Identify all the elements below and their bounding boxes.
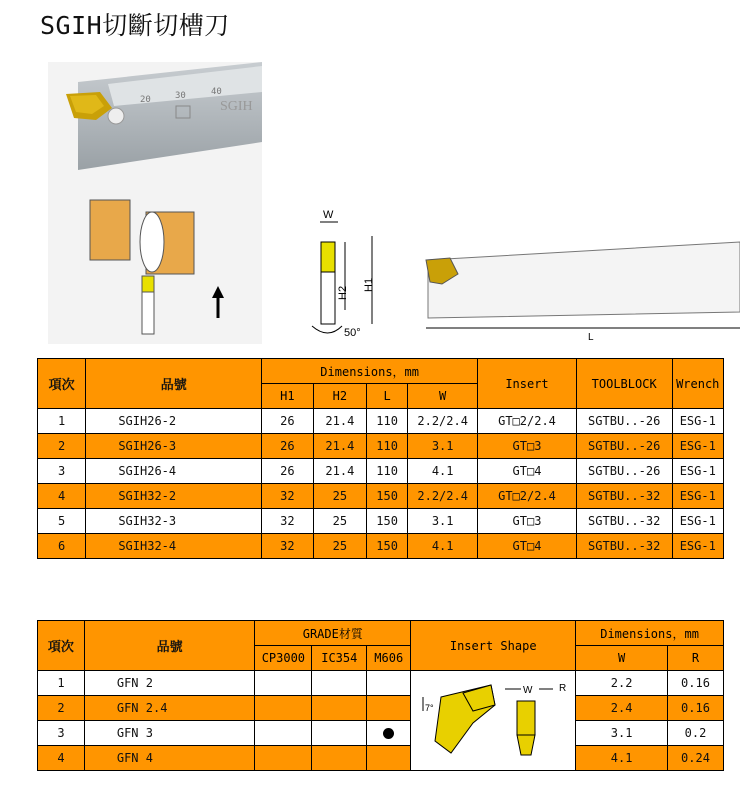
shape-label-r: R — [559, 683, 567, 694]
col-toolblock: TOOLBLOCK — [576, 359, 672, 409]
cell-w: 2.4 — [576, 696, 668, 721]
cell-m606 — [367, 671, 411, 696]
cell-w: 4.1 — [408, 459, 478, 484]
cell-h1: 26 — [262, 434, 313, 459]
cell-wrench: ESG-1 — [672, 484, 724, 509]
cell-item: 3 — [38, 459, 86, 484]
cell-h2: 21.4 — [313, 434, 366, 459]
cell-model: SGIH26-2 — [86, 409, 262, 434]
col-item: 項次 — [38, 621, 85, 671]
table-row — [38, 509, 724, 534]
cell-h1: 32 — [262, 484, 313, 509]
cell-wrench: ESG-1 — [672, 534, 724, 559]
cell-toolblock: SGTBU..-26 — [576, 434, 672, 459]
col-model: 品號 — [84, 621, 255, 671]
table-row — [38, 746, 724, 771]
col-ic354: IC354 — [312, 646, 367, 671]
cell-item: 2 — [38, 696, 85, 721]
cell-insert: GT□2/2.4 — [478, 409, 577, 434]
cell-item: 4 — [38, 746, 85, 771]
label-angle: 50° — [344, 327, 361, 339]
col-l: L — [367, 384, 408, 409]
product-photo-panel — [48, 62, 262, 344]
cell-item: 4 — [38, 484, 86, 509]
cell-model: SGIH26-4 — [86, 459, 262, 484]
col-wrench: Wrench — [672, 359, 724, 409]
cell-cp3000 — [255, 671, 312, 696]
cell-model: GFN 2.4 — [84, 696, 255, 721]
cell-wrench: ESG-1 — [672, 434, 724, 459]
cell-cp3000 — [255, 696, 312, 721]
table-row — [38, 721, 724, 746]
insert-shape-cell — [411, 671, 576, 771]
cell-wrench: ESG-1 — [672, 409, 724, 434]
label-l: L — [588, 332, 594, 343]
ruler-mark-30: 30 — [175, 91, 186, 101]
cell-wrench: ESG-1 — [672, 509, 724, 534]
cell-cp3000 — [255, 746, 312, 771]
cell-h1: 32 — [262, 534, 313, 559]
dimension-diagram — [290, 200, 740, 350]
cell-item: 5 — [38, 509, 86, 534]
cell-w: 2.2 — [576, 671, 668, 696]
cell-r: 0.2 — [668, 721, 724, 746]
cell-insert: GT□3 — [478, 434, 577, 459]
cell-r: 0.24 — [668, 746, 724, 771]
cell-toolblock: SGTBU..-32 — [576, 509, 672, 534]
cell-item: 3 — [38, 721, 85, 746]
col-model: 品號 — [86, 359, 262, 409]
cell-r: 0.16 — [668, 671, 724, 696]
table-row — [38, 484, 724, 509]
cell-h1: 26 — [262, 409, 313, 434]
cell-w: 3.1 — [576, 721, 668, 746]
cell-toolblock: SGTBU..-32 — [576, 484, 672, 509]
cell-l: 110 — [367, 409, 408, 434]
cell-model: SGIH26-3 — [86, 434, 262, 459]
col-dimensions: Dimensions，mm — [262, 359, 478, 384]
table-row — [38, 534, 724, 559]
cell-model: SGIH32-4 — [86, 534, 262, 559]
cell-toolblock: SGTBU..-26 — [576, 459, 672, 484]
cell-item: 1 — [38, 409, 86, 434]
table-row — [38, 434, 724, 459]
col-w: W — [408, 384, 478, 409]
cell-insert: GT□2/2.4 — [478, 484, 577, 509]
cell-l: 150 — [367, 509, 408, 534]
cell-ic354 — [312, 746, 367, 771]
cell-h2: 25 — [313, 534, 366, 559]
cell-h2: 25 — [313, 509, 366, 534]
tool-photo-illustration — [48, 62, 262, 344]
label-h2: H2 — [337, 285, 349, 300]
cell-ic354 — [312, 671, 367, 696]
col-r: R — [668, 646, 724, 671]
col-h2: H2 — [313, 384, 366, 409]
col-dimensions: Dimensions，mm — [576, 621, 724, 646]
shape-label-angle: 7° — [425, 703, 434, 713]
cell-m606 — [367, 696, 411, 721]
cell-toolblock: SGTBU..-26 — [576, 409, 672, 434]
cell-r: 0.16 — [668, 696, 724, 721]
cell-w: 2.2/2.4 — [408, 484, 478, 509]
cell-model: GFN 3 — [84, 721, 255, 746]
cell-insert: GT□4 — [478, 459, 577, 484]
insert-spec-table — [37, 620, 724, 771]
cell-model: SGIH32-3 — [86, 509, 262, 534]
cell-item: 6 — [38, 534, 86, 559]
cell-m606 — [367, 746, 411, 771]
table-row — [38, 409, 724, 434]
cell-item: 1 — [38, 671, 85, 696]
table-row — [38, 696, 724, 721]
cell-model: GFN 4 — [84, 746, 255, 771]
ruler-mark-40: 40 — [211, 87, 222, 97]
brand-mark: SGIH — [220, 99, 253, 114]
cell-wrench: ESG-1 — [672, 459, 724, 484]
col-h1: H1 — [262, 384, 313, 409]
cell-l: 110 — [367, 434, 408, 459]
cell-l: 150 — [367, 534, 408, 559]
cell-l: 110 — [367, 459, 408, 484]
cell-h2: 25 — [313, 484, 366, 509]
cell-h1: 32 — [262, 509, 313, 534]
col-grade: GRADE材質 — [255, 621, 411, 646]
cell-cp3000 — [255, 721, 312, 746]
cell-toolblock: SGTBU..-32 — [576, 534, 672, 559]
cell-model: GFN 2 — [84, 671, 255, 696]
col-m606: M606 — [367, 646, 411, 671]
insert-shape-drawing — [413, 671, 573, 767]
col-item: 項次 — [38, 359, 86, 409]
cell-w: 3.1 — [408, 509, 478, 534]
cell-h1: 26 — [262, 459, 313, 484]
cell-h2: 21.4 — [313, 409, 366, 434]
label-w: W — [323, 209, 334, 221]
col-insert: Insert — [478, 359, 577, 409]
cell-w: 3.1 — [408, 434, 478, 459]
table-row — [38, 671, 724, 696]
page-title: SGIH切斷切槽刀 — [40, 11, 230, 40]
col-w: W — [576, 646, 668, 671]
cell-l: 150 — [367, 484, 408, 509]
cell-w: 4.1 — [576, 746, 668, 771]
cell-w: 4.1 — [408, 534, 478, 559]
cell-w: 2.2/2.4 — [408, 409, 478, 434]
cell-ic354 — [312, 696, 367, 721]
label-h1: H1 — [363, 277, 375, 292]
col-cp3000: CP3000 — [255, 646, 312, 671]
cell-item: 2 — [38, 434, 86, 459]
cell-insert: GT□4 — [478, 534, 577, 559]
holder-spec-table — [37, 358, 724, 559]
col-insert-shape: Insert Shape — [411, 621, 576, 671]
cell-insert: GT□3 — [478, 509, 577, 534]
cell-m606 — [367, 721, 411, 746]
cell-h2: 21.4 — [313, 459, 366, 484]
ruler-mark-20: 20 — [140, 95, 151, 105]
grade-available-dot-icon — [383, 728, 394, 739]
table-row — [38, 459, 724, 484]
cell-ic354 — [312, 721, 367, 746]
shape-label-w: W — [523, 685, 533, 696]
cell-model: SGIH32-2 — [86, 484, 262, 509]
